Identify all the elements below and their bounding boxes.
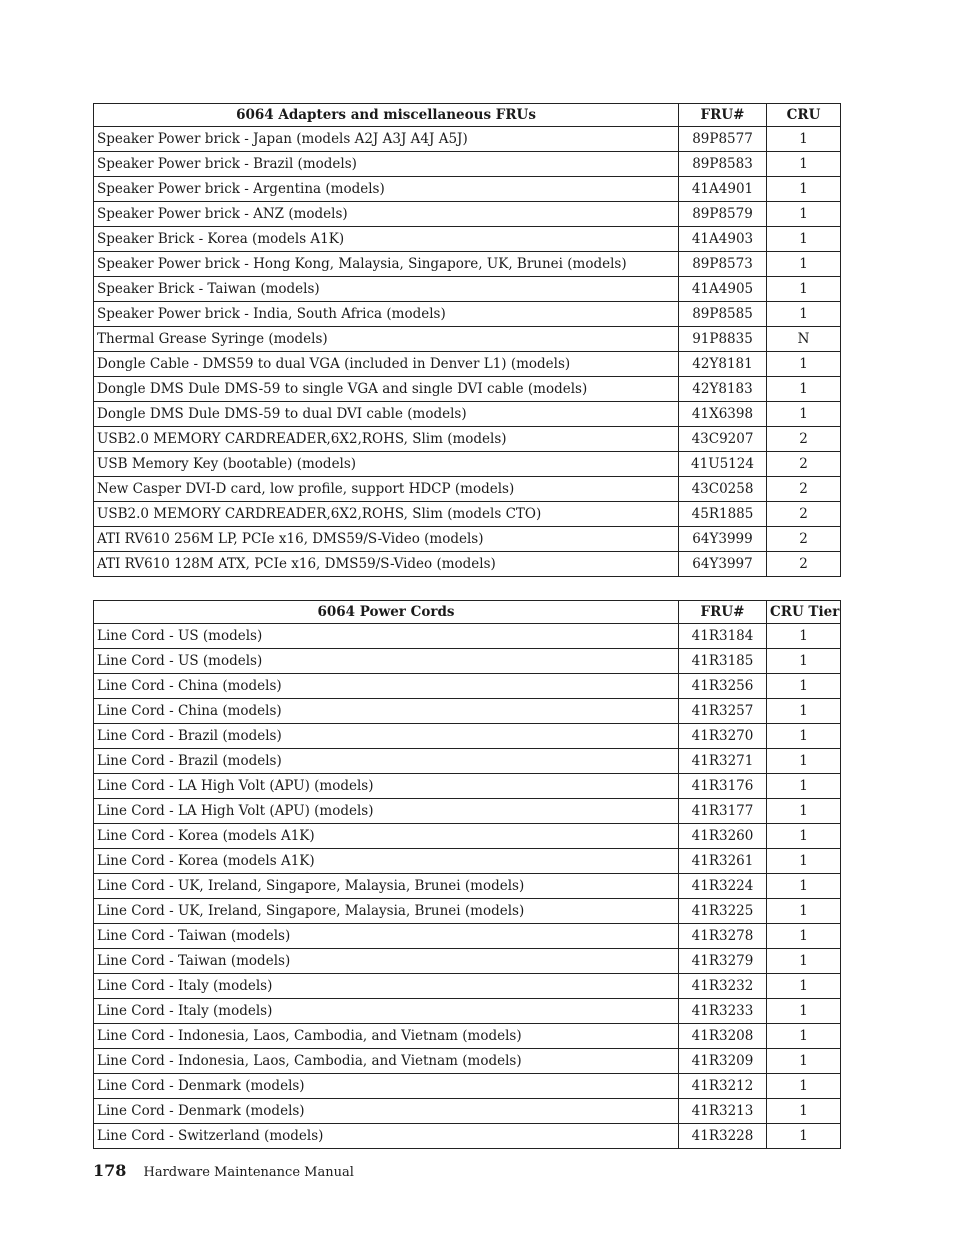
row-cru: 1	[767, 352, 841, 377]
row-description: Speaker Brick - Taiwan (models)	[94, 277, 679, 302]
table-row	[94, 302, 841, 327]
row-cru: 1	[767, 949, 841, 974]
row-description: ATI RV610 128M ATX, PCIe x16, DMS59/S-Video (models)	[94, 552, 679, 577]
table-row	[94, 649, 841, 674]
row-fru-number: 43C0258	[679, 477, 767, 502]
table-row	[94, 427, 841, 452]
page-number: 178	[93, 1161, 127, 1180]
row-fru-number: 41R3184	[679, 624, 767, 649]
row-fru-number: 41A4903	[679, 227, 767, 252]
row-fru-number: 41X6398	[679, 402, 767, 427]
row-description: Line Cord - China (models)	[94, 674, 679, 699]
row-cru: 1	[767, 1024, 841, 1049]
row-cru: 1	[767, 799, 841, 824]
row-fru-number: 41R3224	[679, 874, 767, 899]
row-description: New Casper DVI-D card, low profile, support HDCP (models)	[94, 477, 679, 502]
table-row	[94, 352, 841, 377]
table-row	[94, 1099, 841, 1124]
row-fru-number: 91P8835	[679, 327, 767, 352]
row-fru-number: 41R3271	[679, 749, 767, 774]
row-description: Line Cord - Italy (models)	[94, 999, 679, 1024]
table-row	[94, 1024, 841, 1049]
row-cru: 1	[767, 1099, 841, 1124]
row-cru: 1	[767, 152, 841, 177]
row-fru-number: 41R3233	[679, 999, 767, 1024]
row-fru-number: 41R3208	[679, 1024, 767, 1049]
row-description: Speaker Power brick - Argentina (models)	[94, 177, 679, 202]
row-fru-number: 64Y3999	[679, 527, 767, 552]
table-row	[94, 152, 841, 177]
row-cru: 1	[767, 402, 841, 427]
table-row	[94, 624, 841, 649]
row-fru-number: 41R3228	[679, 1124, 767, 1149]
row-description: Speaker Power brick - ANZ (models)	[94, 202, 679, 227]
row-description: Speaker Power brick - Hong Kong, Malaysia, Singapore, UK, Brunei (models)	[94, 252, 679, 277]
table-header-row	[94, 104, 841, 127]
row-cru: 2	[767, 552, 841, 577]
column-header-fru: FRU#	[679, 601, 767, 624]
row-cru: 1	[767, 1124, 841, 1149]
row-cru: 1	[767, 649, 841, 674]
table-row	[94, 202, 841, 227]
table-row	[94, 949, 841, 974]
table-row	[94, 277, 841, 302]
row-fru-number: 41R3260	[679, 824, 767, 849]
row-description: Line Cord - Denmark (models)	[94, 1099, 679, 1124]
row-fru-number: 41R3176	[679, 774, 767, 799]
row-cru: 1	[767, 202, 841, 227]
row-description: ATI RV610 256M LP, PCIe x16, DMS59/S-Video (models)	[94, 527, 679, 552]
row-cru: 1	[767, 974, 841, 999]
row-description: Line Cord - Taiwan (models)	[94, 949, 679, 974]
row-fru-number: 41R3209	[679, 1049, 767, 1074]
table-row	[94, 924, 841, 949]
row-fru-number: 41A4901	[679, 177, 767, 202]
row-cru: 1	[767, 924, 841, 949]
row-cru: 1	[767, 127, 841, 152]
row-description: Line Cord - UK, Ireland, Singapore, Malaysia, Brunei (models)	[94, 874, 679, 899]
row-fru-number: 41R3213	[679, 1099, 767, 1124]
row-cru: 1	[767, 774, 841, 799]
row-cru: 1	[767, 227, 841, 252]
row-fru-number: 41R3257	[679, 699, 767, 724]
row-fru-number: 41R3232	[679, 974, 767, 999]
row-cru: 2	[767, 477, 841, 502]
row-cru: 1	[767, 674, 841, 699]
row-description: Line Cord - Korea (models A1K)	[94, 824, 679, 849]
row-fru-number: 89P8573	[679, 252, 767, 277]
row-description: Thermal Grease Syringe (models)	[94, 327, 679, 352]
row-fru-number: 89P8585	[679, 302, 767, 327]
table-row	[94, 974, 841, 999]
row-cru: 1	[767, 999, 841, 1024]
row-cru: 1	[767, 277, 841, 302]
table-row	[94, 502, 841, 527]
row-description: USB2.0 MEMORY CARDREADER,6X2,ROHS, Slim (models CTO)	[94, 502, 679, 527]
table-row	[94, 227, 841, 252]
row-description: Dongle DMS Dule DMS-59 to dual DVI cable (models)	[94, 402, 679, 427]
row-description: Line Cord - Brazil (models)	[94, 724, 679, 749]
row-cru: 1	[767, 824, 841, 849]
table-row	[94, 874, 841, 899]
row-description: Line Cord - LA High Volt (APU) (models)	[94, 774, 679, 799]
row-description: Line Cord - China (models)	[94, 699, 679, 724]
table-row	[94, 527, 841, 552]
row-description: Speaker Power brick - Japan (models A2J A3J A4J A5J)	[94, 127, 679, 152]
row-fru-number: 89P8583	[679, 152, 767, 177]
row-fru-number: 41R3279	[679, 949, 767, 974]
row-description: Speaker Power brick - Brazil (models)	[94, 152, 679, 177]
row-description: USB2.0 MEMORY CARDREADER,6X2,ROHS, Slim (models)	[94, 427, 679, 452]
table-row	[94, 252, 841, 277]
row-fru-number: 42Y8183	[679, 377, 767, 402]
row-description: Line Cord - UK, Ireland, Singapore, Malaysia, Brunei (models)	[94, 899, 679, 924]
row-fru-number: 41R3185	[679, 649, 767, 674]
table-row	[94, 377, 841, 402]
row-fru-number: 41R3278	[679, 924, 767, 949]
column-header-cru: CRU	[767, 104, 841, 127]
row-cru: 1	[767, 377, 841, 402]
row-cru: 1	[767, 252, 841, 277]
row-fru-number: 41U5124	[679, 452, 767, 477]
row-fru-number: 64Y3997	[679, 552, 767, 577]
row-description: Line Cord - Indonesia, Laos, Cambodia, and Vietnam (models)	[94, 1024, 679, 1049]
row-description: Line Cord - Italy (models)	[94, 974, 679, 999]
row-fru-number: 43C9207	[679, 427, 767, 452]
row-fru-number: 41R3212	[679, 1074, 767, 1099]
table-row	[94, 999, 841, 1024]
row-cru: 1	[767, 302, 841, 327]
row-cru: 2	[767, 452, 841, 477]
table-row	[94, 674, 841, 699]
row-description: Dongle Cable - DMS59 to dual VGA (included in Denver L1) (models)	[94, 352, 679, 377]
table-row	[94, 1074, 841, 1099]
row-cru: 1	[767, 1049, 841, 1074]
table-row	[94, 402, 841, 427]
row-cru: 1	[767, 849, 841, 874]
row-description: Line Cord - Brazil (models)	[94, 749, 679, 774]
row-fru-number: 41R3225	[679, 899, 767, 924]
table-row	[94, 699, 841, 724]
row-description: USB Memory Key (bootable) (models)	[94, 452, 679, 477]
row-description: Line Cord - US (models)	[94, 649, 679, 674]
row-description: Line Cord - Indonesia, Laos, Cambodia, and Vietnam (models)	[94, 1049, 679, 1074]
row-fru-number: 41R3261	[679, 849, 767, 874]
table-row	[94, 552, 841, 577]
row-fru-number: 89P8579	[679, 202, 767, 227]
row-fru-number: 42Y8181	[679, 352, 767, 377]
table-row	[94, 327, 841, 352]
row-cru: 1	[767, 1074, 841, 1099]
column-header-cru-tier: CRU Tier	[767, 601, 841, 624]
table-row	[94, 824, 841, 849]
table-row	[94, 849, 841, 874]
row-description: Line Cord - Denmark (models)	[94, 1074, 679, 1099]
table-row	[94, 1049, 841, 1074]
row-cru: 2	[767, 527, 841, 552]
power-cords-fru-table	[93, 600, 841, 1149]
table-header-row	[94, 601, 841, 624]
table-row	[94, 452, 841, 477]
row-cru: 1	[767, 874, 841, 899]
row-description: Line Cord - LA High Volt (APU) (models)	[94, 799, 679, 824]
column-header-fru: FRU#	[679, 104, 767, 127]
row-description: Dongle DMS Dule DMS-59 to single VGA and single DVI cable (models)	[94, 377, 679, 402]
column-header-description: 6064 Power Cords	[94, 601, 679, 624]
table-row	[94, 799, 841, 824]
row-cru: N	[767, 327, 841, 352]
table-row	[94, 127, 841, 152]
adapters-fru-table	[93, 103, 841, 577]
row-fru-number: 89P8577	[679, 127, 767, 152]
row-cru: 1	[767, 699, 841, 724]
row-fru-number: 41R3270	[679, 724, 767, 749]
row-cru: 2	[767, 502, 841, 527]
row-description: Line Cord - US (models)	[94, 624, 679, 649]
row-cru: 2	[767, 427, 841, 452]
row-description: Speaker Power brick - India, South Africa (models)	[94, 302, 679, 327]
manual-title: Hardware Maintenance Manual	[143, 1165, 354, 1180]
table-row	[94, 774, 841, 799]
row-cru: 1	[767, 624, 841, 649]
row-description: Line Cord - Taiwan (models)	[94, 924, 679, 949]
row-description: Line Cord - Korea (models A1K)	[94, 849, 679, 874]
table-row	[94, 177, 841, 202]
table-row	[94, 749, 841, 774]
row-cru: 1	[767, 177, 841, 202]
row-description: Speaker Brick - Korea (models A1K)	[94, 227, 679, 252]
table-row	[94, 477, 841, 502]
table-row	[94, 1124, 841, 1149]
row-description: Line Cord - Switzerland (models)	[94, 1124, 679, 1149]
table-row	[94, 899, 841, 924]
column-header-description: 6064 Adapters and miscellaneous FRUs	[94, 104, 679, 127]
row-cru: 1	[767, 724, 841, 749]
row-cru: 1	[767, 899, 841, 924]
row-fru-number: 41R3177	[679, 799, 767, 824]
row-fru-number: 41R3256	[679, 674, 767, 699]
row-cru: 1	[767, 749, 841, 774]
table-row	[94, 724, 841, 749]
page-footer	[93, 1161, 354, 1180]
row-fru-number: 41A4905	[679, 277, 767, 302]
row-fru-number: 45R1885	[679, 502, 767, 527]
